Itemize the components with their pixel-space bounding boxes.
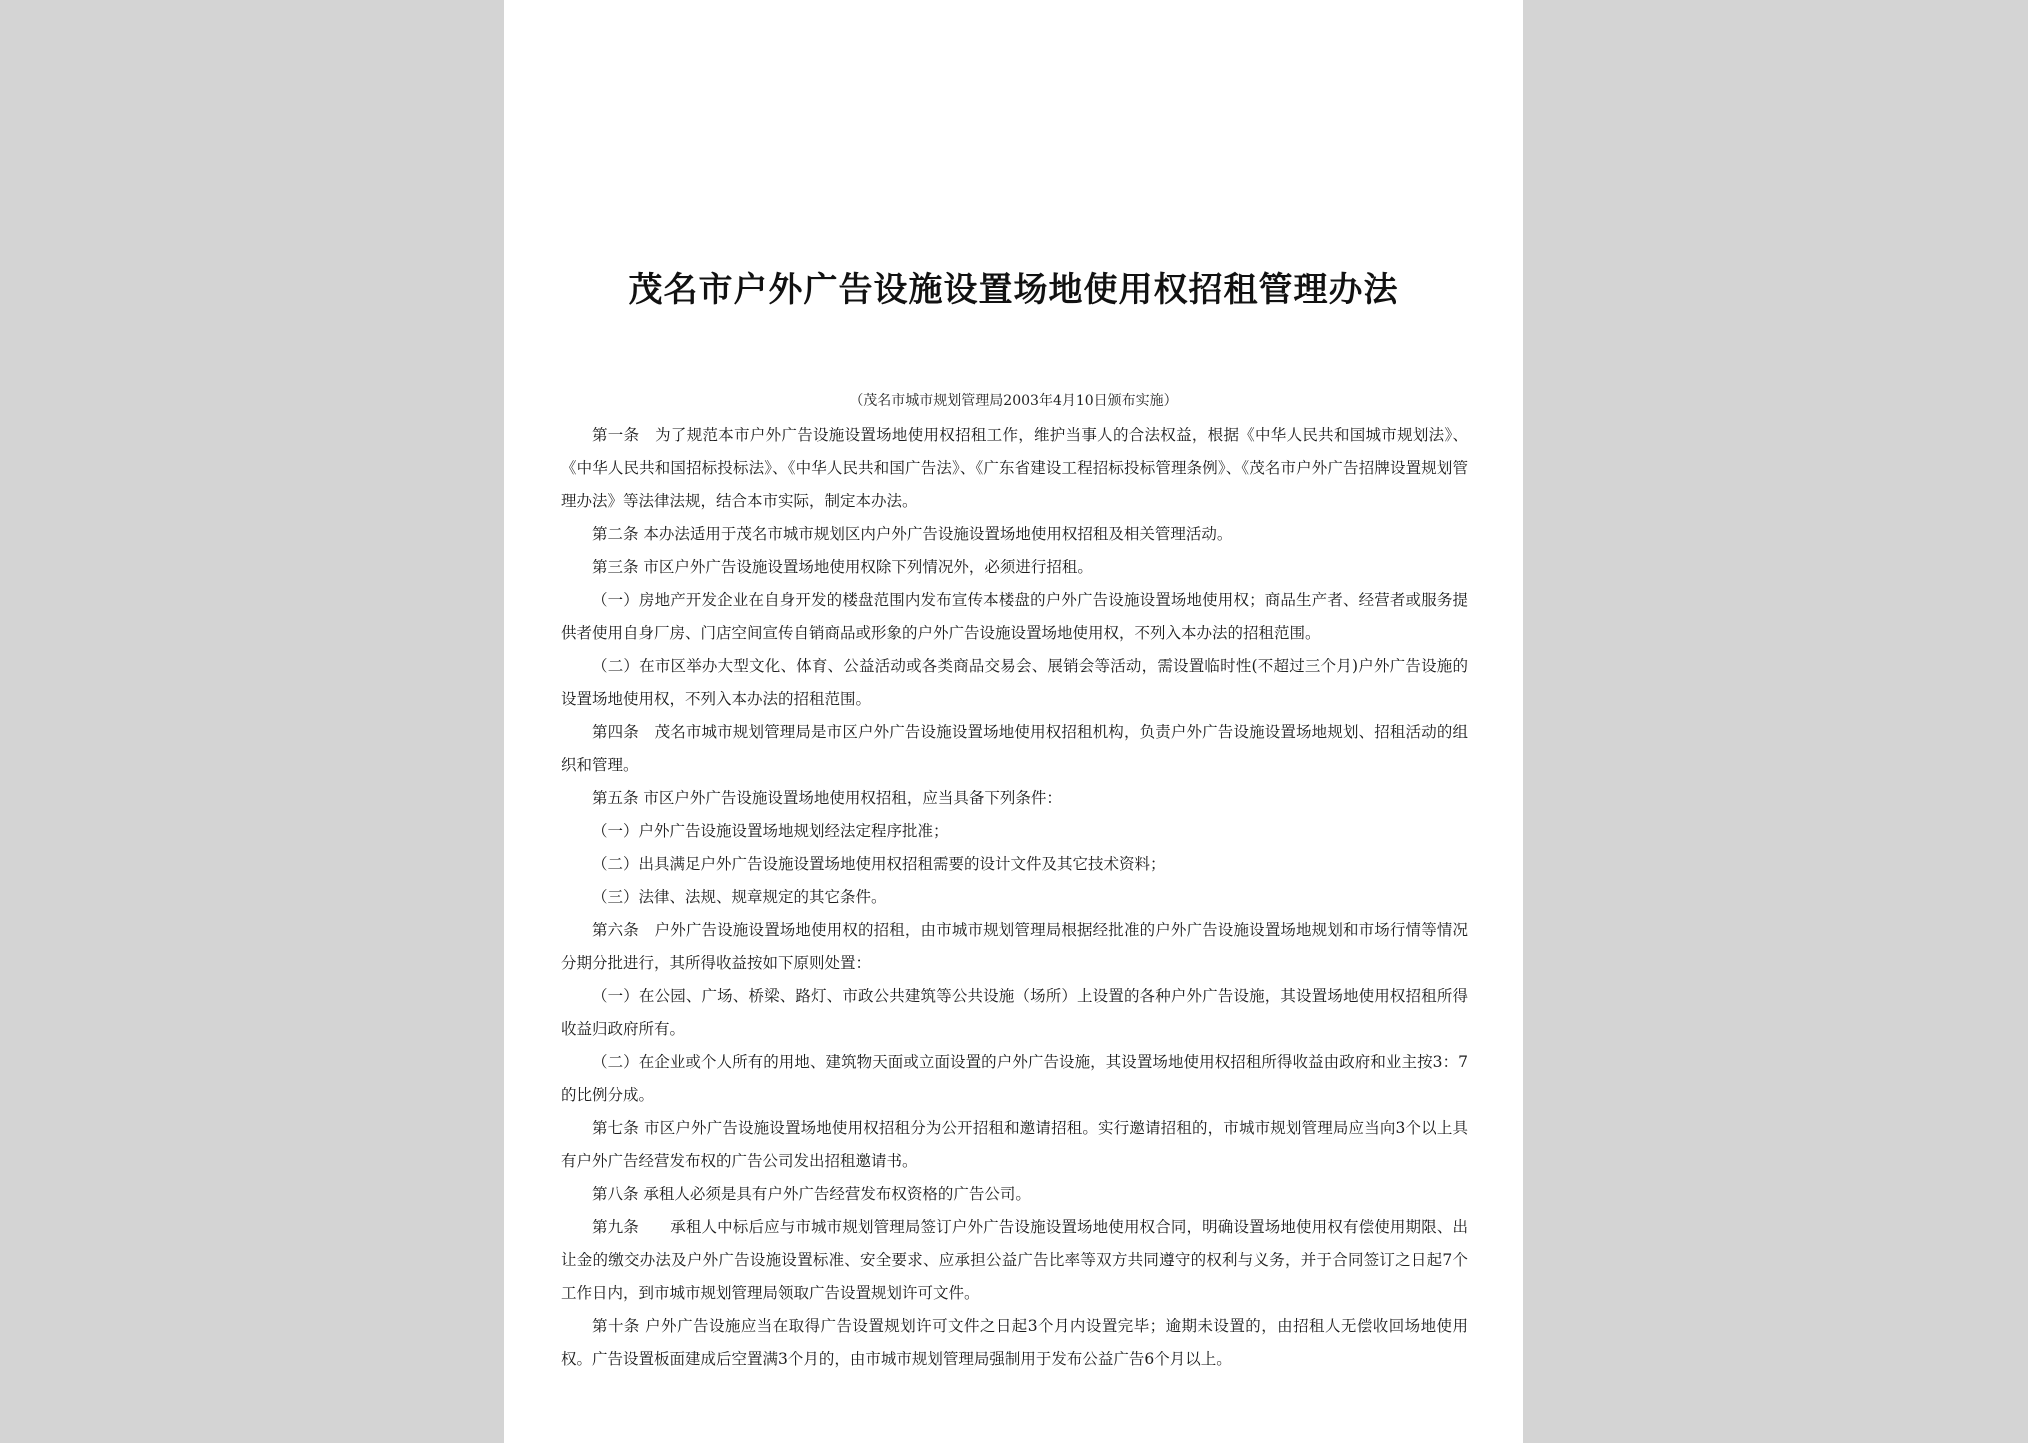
paragraph: 第八条 承租人必须是具有户外广告经营发布权资格的广告公司。 [592, 1185, 1031, 1203]
document-body [561, 419, 1468, 1376]
paragraph: 第五条 市区户外广告设施设置场地使用权招租，应当具备下列条件： [592, 789, 1062, 807]
paragraph: （三）法律、法规、规章规定的其它条件。 [592, 888, 887, 906]
paragraph: 第四条 茂名市城市规划管理局是市区户外广告设施设置场地使用权招租机构，负责户外广告设施设置场地规划、招租活动的组织和管理。 [561, 723, 1468, 774]
document-title: 茂名市户外广告设施设置场地使用权招租管理办法 [628, 270, 1399, 310]
paragraph: 第六条 户外广告设施设置场地使用权的招租，由市城市规划管理局根据经批准的户外广告设施设置场地规划和市场行情等情况分期分批进行，其所得收益按如下原则处置： [561, 921, 1468, 972]
paragraph: （一）户外广告设施设置场地规划经法定程序批准； [592, 822, 949, 840]
paragraph: 第二条 本办法适用于茂名市城市规划区内户外广告设施设置场地使用权招租及相关管理活动。 [592, 525, 1233, 543]
paragraph: （二）出具满足户外广告设施设置场地使用权招租需要的设计文件及其它技术资料； [592, 855, 1166, 873]
paragraph: 第一条 为了规范本市户外广告设施设置场地使用权招租工作，维护当事人的合法权益，根据《中华人民共和国城市规划法》、《中华人民共和国招标投标法》、《中华人民共和国广告法》、《广东省建设工程招标投标管理条例》、《茂名市户外广告招牌设置规划管理办法》等法律法规，结合本市实际，制定本办法。 [561, 426, 1468, 510]
paragraph: 第十条 户外广告设施应当在取得广告设置规划许可文件之日起3个月内设置完毕；逾期未设置的，由招租人无偿收回场地使用权。广告设置板面建成后空置满3个月的，由市城市规划管理局强制用于发布公益广告6个月以上。 [561, 1317, 1468, 1368]
paragraph: （一）在公园、广场、桥梁、路灯、市政公共建筑等公共设施（场所）上设置的各种户外广告设施，其设置场地使用权招租所得收益归政府所有。 [561, 987, 1468, 1038]
paragraph: （二）在市区举办大型文化、体育、公益活动或各类商品交易会、展销会等活动，需设置临时性(不超过三个月)户外广告设施的设置场地使用权，不列入本办法的招租范围。 [561, 657, 1468, 708]
paragraph: （二）在企业或个人所有的用地、建筑物天面或立面设置的户外广告设施，其设置场地使用权招租所得收益由政府和业主按3：7的比例分成。 [561, 1053, 1468, 1104]
paragraph: 第九条 承租人中标后应与市城市规划管理局签订户外广告设施设置场地使用权合同，明确设置场地使用权有偿使用期限、出让金的缴交办法及户外广告设施设置标准、安全要求、应承担公益广告比率等双方共同遵守的权利与义务，并于合同签订之日起7个工作日内，到市城市规划管理局领取广告设置规划许可文件。 [561, 1218, 1468, 1302]
document-subtitle: （茂名市城市规划管理局2003年4月10日颁布实施） [849, 393, 1178, 409]
paragraph: 第三条 市区户外广告设施设置场地使用权除下列情况外，必须进行招租。 [592, 558, 1093, 576]
paragraph: 第七条 市区户外广告设施设置场地使用权招租分为公开招租和邀请招租。实行邀请招租的，市城市规划管理局应当向3个以上具有户外广告经营发布权的广告公司发出招租邀请书。 [561, 1119, 1468, 1170]
document-page [504, 0, 1523, 1443]
paragraph: （一）房地产开发企业在自身开发的楼盘范围内发布宣传本楼盘的户外广告设施设置场地使用权；商品生产者、经营者或服务提供者使用自身厂房、门店空间宣传自销商品或形象的户外广告设施设置场地使用权，不列入本办法的招租范围。 [561, 591, 1468, 642]
